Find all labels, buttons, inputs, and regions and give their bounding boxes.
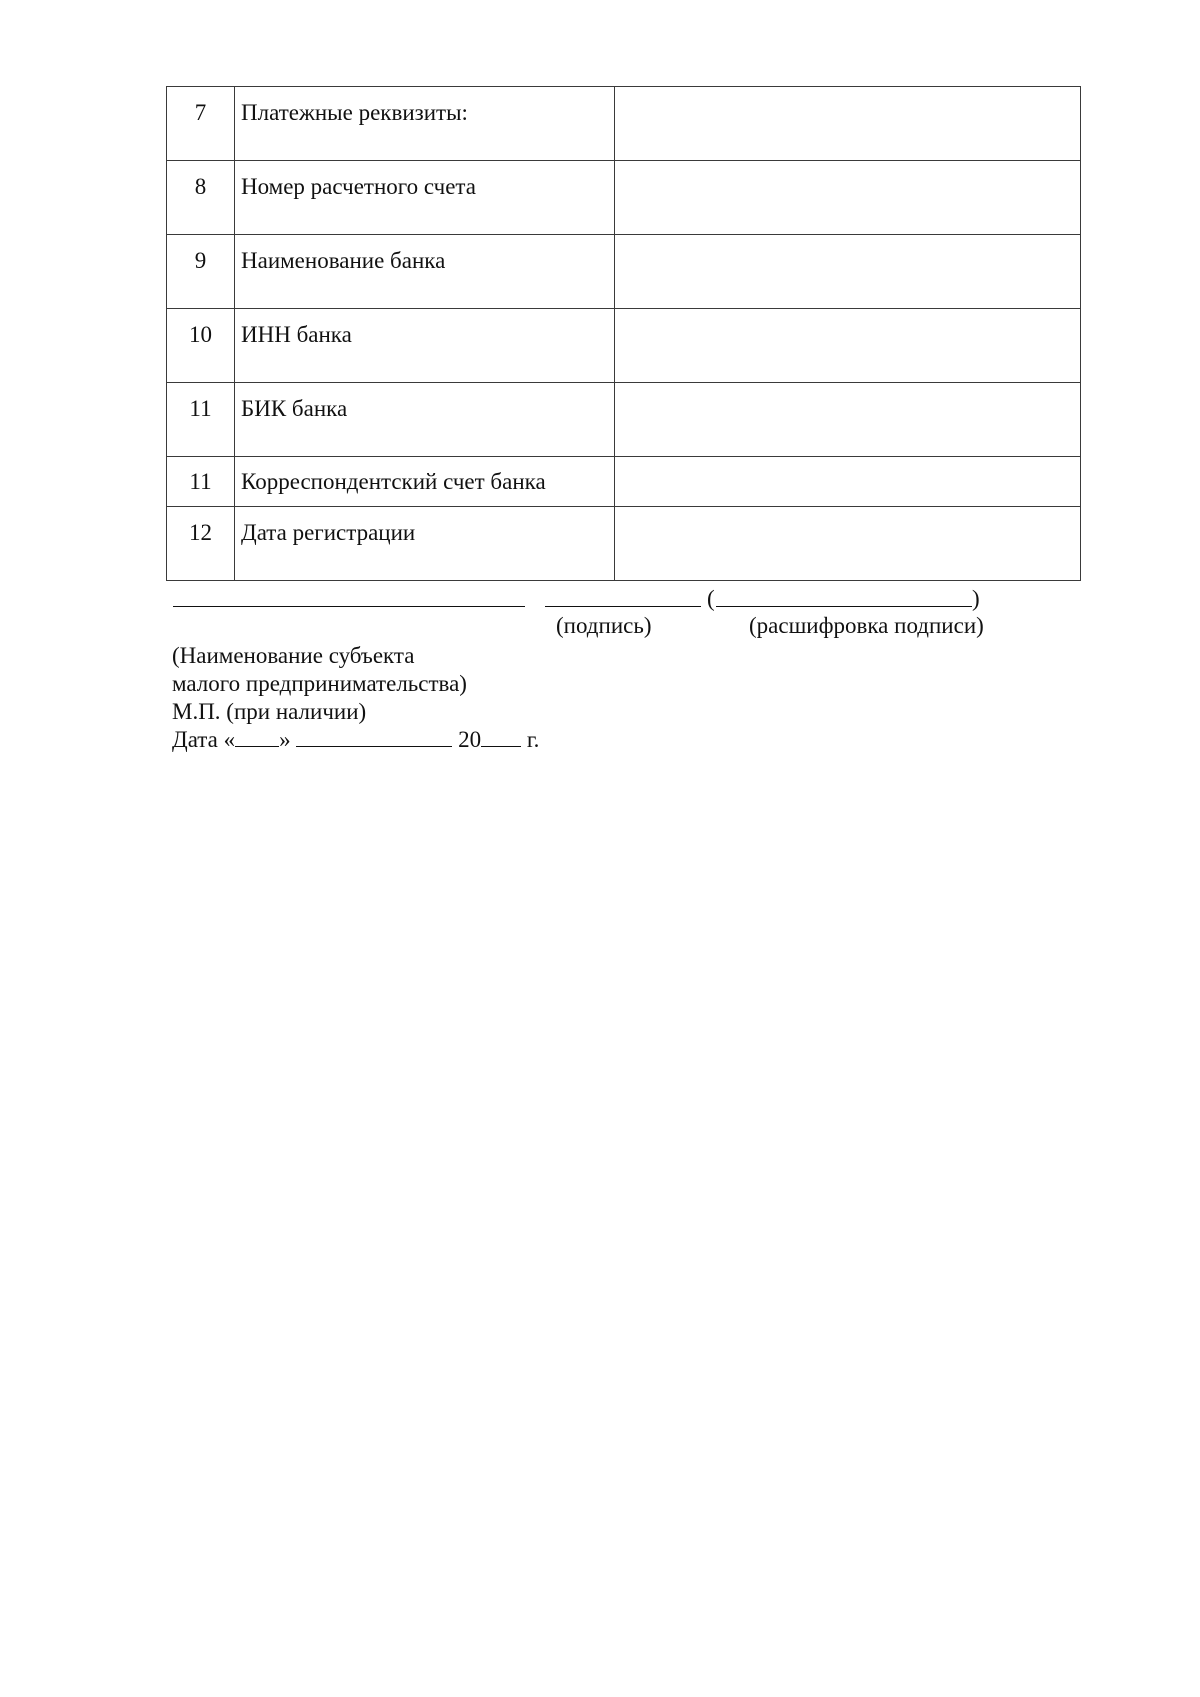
row-value-field[interactable] — [615, 309, 1081, 383]
open-paren: ( — [707, 586, 715, 611]
row-label: Дата регистрации — [235, 507, 615, 581]
date-line — [172, 726, 539, 754]
table-row — [167, 161, 1081, 235]
date-close-quote: » — [279, 727, 291, 752]
date-day-blank[interactable] — [235, 728, 279, 747]
date-year-blank[interactable] — [481, 728, 521, 747]
entity-name-caption-line2: малого предпринимательства) — [172, 671, 467, 696]
table-row — [167, 87, 1081, 161]
stamp-label: М.П. (при наличии) — [172, 699, 367, 724]
row-value-field[interactable] — [615, 507, 1081, 581]
entity-name-line[interactable] — [173, 606, 525, 607]
entity-name-caption-line1: (Наименование субъекта — [172, 643, 415, 668]
row-number: 8 — [167, 161, 235, 235]
table-row — [167, 235, 1081, 309]
row-number: 10 — [167, 309, 235, 383]
table-row — [167, 309, 1081, 383]
row-value-field[interactable] — [615, 383, 1081, 457]
row-number: 7 — [167, 87, 235, 161]
table-row — [167, 457, 1081, 507]
row-number: 11 — [167, 383, 235, 457]
row-value-field[interactable] — [615, 87, 1081, 161]
row-label: БИК банка — [235, 383, 615, 457]
row-label: Корреспондентский счет банка — [235, 457, 615, 507]
date-year-prefix: 20 — [458, 727, 482, 752]
signature-decoding-line[interactable] — [716, 606, 972, 607]
row-value-field[interactable] — [615, 457, 1081, 507]
date-prefix: Дата « — [172, 727, 236, 752]
row-number: 12 — [167, 507, 235, 581]
table-row — [167, 383, 1081, 457]
row-number: 9 — [167, 235, 235, 309]
row-number: 11 — [167, 457, 235, 507]
row-label: Платежные реквизиты: — [235, 87, 615, 161]
row-label: ИНН банка — [235, 309, 615, 383]
signature-caption: (подпись) — [556, 613, 652, 638]
close-paren: ) — [972, 586, 980, 611]
payment-details-table — [166, 86, 1081, 581]
footer-block — [172, 642, 539, 754]
row-label: Номер расчетного счета — [235, 161, 615, 235]
row-label: Наименование банка — [235, 235, 615, 309]
signature-line[interactable] — [545, 606, 701, 607]
signature-decoding-caption: (расшифровка подписи) — [749, 613, 984, 638]
row-value-field[interactable] — [615, 235, 1081, 309]
table-row — [167, 507, 1081, 581]
row-value-field[interactable] — [615, 161, 1081, 235]
date-month-blank[interactable] — [296, 728, 452, 747]
date-suffix: г. — [526, 727, 540, 752]
